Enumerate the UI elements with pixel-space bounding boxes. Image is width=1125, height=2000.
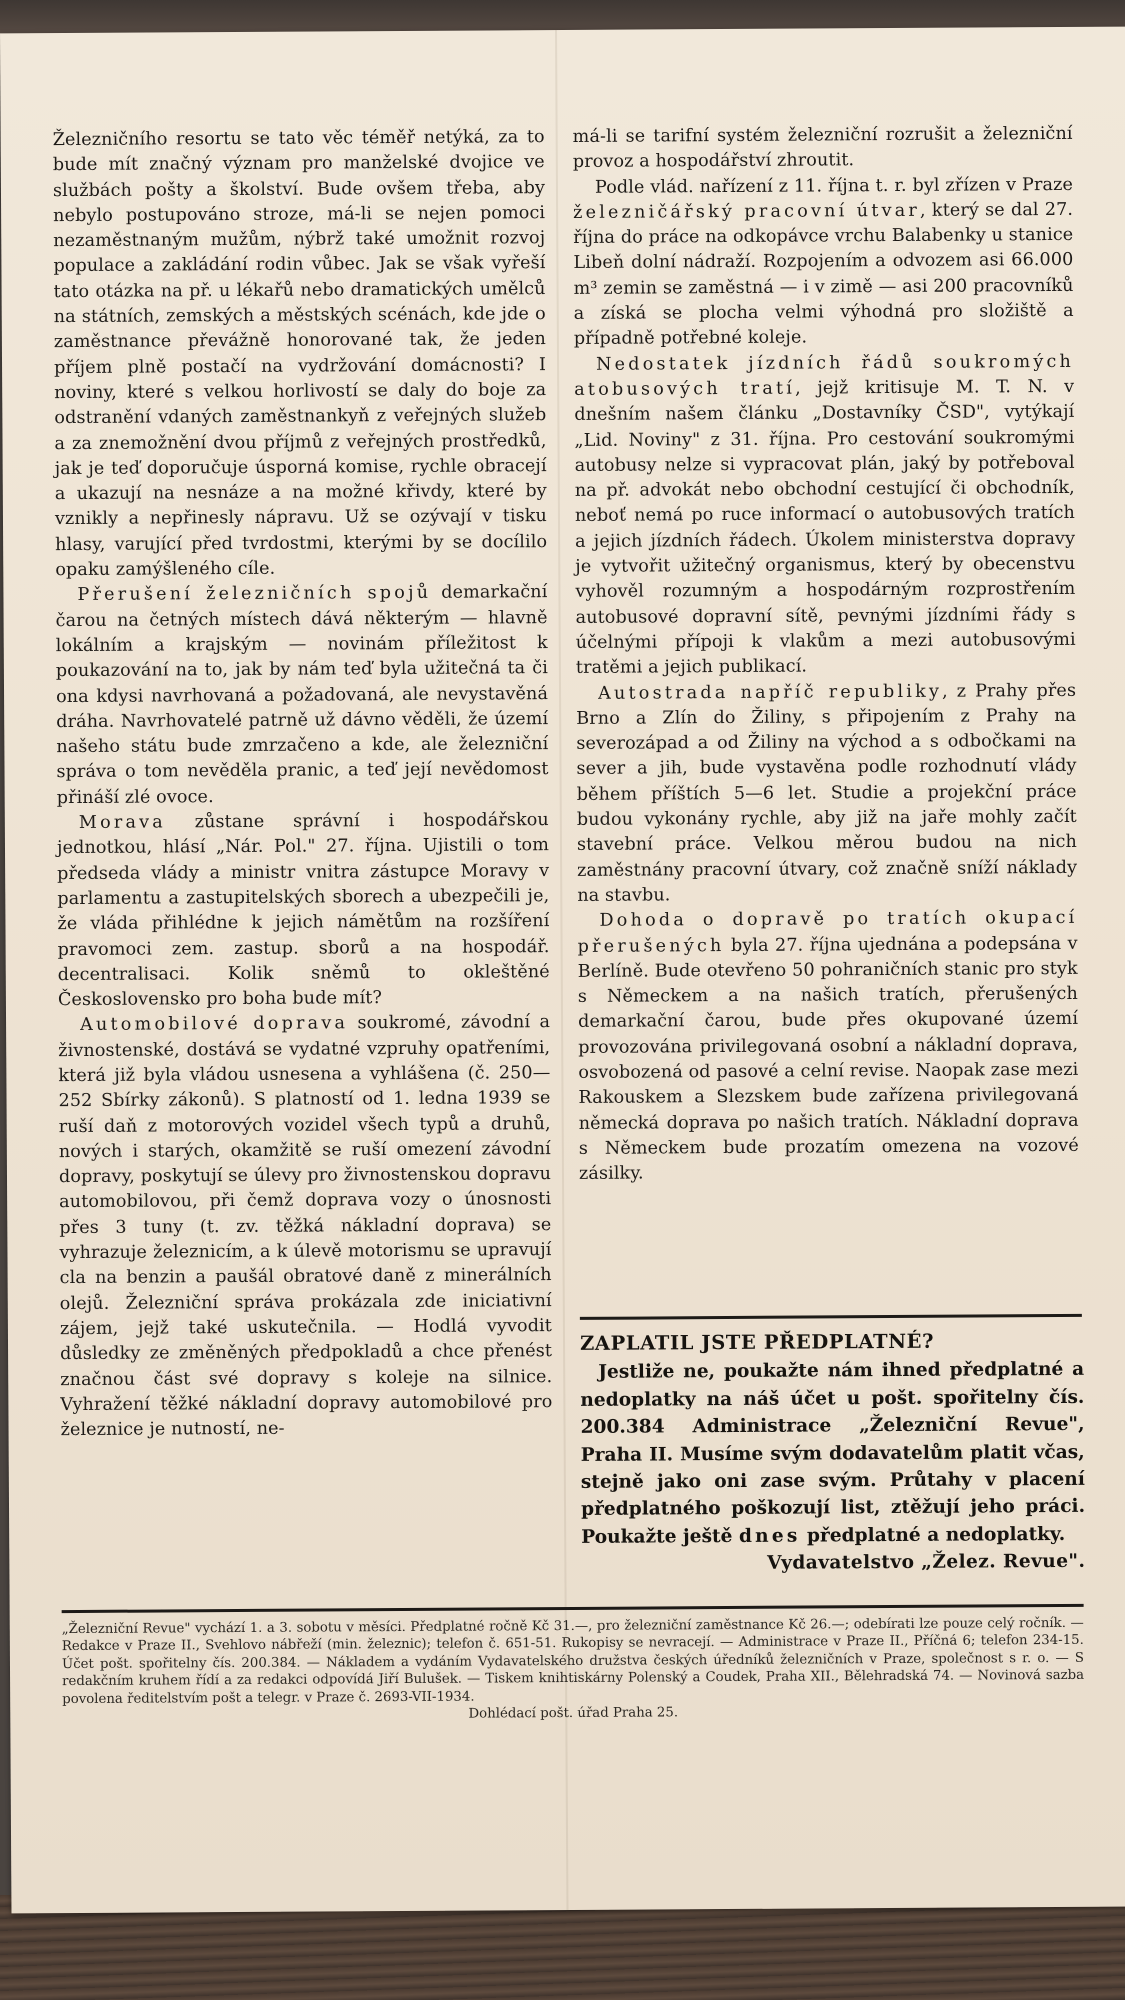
notice-body: [580, 1356, 1086, 1575]
paragraph-labor-unit: [573, 172, 1074, 352]
paragraph-lead: železničářský pracovní útvar: [573, 200, 921, 223]
paragraph-text: demarkační čarou na četných místech dává některým — hlavně lokálním a krajským — novinám příležitost k poukazování na to, jak by nám teď byla užitečná ta či ona kdysi navrhovaná a požadovaná, ale nevystavěná dráha. Navrhovatelé patrně už dávno věděli, že území našeho státu bude zmrzačeno a kde, ale železniční správa o tom nevěděla pranic, a teď její nevědomost přináší zlé ovoce.: [55, 582, 549, 808]
paragraph-intro: Železničního resortu se tato věc téměř netýká, za to bude mít značný význam pro manželské dvojice ve službách pošty a školství. Bude ovšem třeba, aby nebylo postupováno stroze, má-li se nejen pomoci nezaměstnaným mužům, nýbrž také umožnit rozvoj populace a zakládání rodin vůbec. Jak se však vyřeší tato otázka na př. u lékařů nebo dramatických umělců na státních, zemských a městských scénách, kde jde o zaměstnance převážně honorované tak, že jeden příjem plně postačí na vydržování domácnosti? I noviny, které s velkou horlivostí se daly do boje za odstranění vdaných zaměstnankyň z veřejných služeb a za znemožnění dvou příjmů z veřejných prostředků, jak je teď doporučuje úsporná komise, rychle obracejí a ukazují na nesnáze a na možné křivdy, které by vznikly a nepřinesly nápravu. Už se ozývají v tisku hlasy, varující před tvrdostmi, kterými by se docílilo opaku zamýšleného cíle.: [52, 127, 548, 581]
notice-text-after: předplatné a nedoplatky.: [800, 1523, 1066, 1547]
paragraph-text: , který se dal 27. října do práce na odkopávce vrchu Balabenky u stanice Libeň dolní nádraží. Rozpojením a odvozem asi 66.000 m³ zemin se zaměstná — i v zimě — asi 200 pracovníků a získá se plocha velmi výhodná pro složiště a případně potřebné koleje.: [573, 199, 1074, 350]
right-column: [573, 122, 1079, 1188]
paragraph-lead: Přerušení železničních spojů: [77, 583, 432, 606]
colophon-text: „Železniční Revue" vychází 1. a 3. sobotu v měsíci. Předplatné ročně Kč 31.—, pro železniční zaměstnance Kč 26.—; odebírati lze pouze celý ročník. — Redakce v Praze II., Svehlovo nábřeží (min. železnic); telefon č. 651-51. Rukopisy se nevracejí. — Administrace v Praze II., Příčná 6; telefon 234-15. Účet pošt. spořitelny čís. 200.384. — Nákladem a vydáním Vydavatelského družstva českých úředníků železničních v Praze, společnost s r. o. — S redakčním kruhem řídí a za redakci odpovídá Jiří Bulušek. — Tiskem knihtiskárny Polenský a Coudek, Praha XII., Bělehradská 74. — Novinová sazba povolena ředitelstvím pošt a telegr. v Praze č. 2693-VII-1934.: [61, 1615, 1085, 1707]
paragraph-transport-agreement: [577, 906, 1079, 1187]
paragraph-lead: Automobilové doprava: [80, 1013, 349, 1036]
paragraph-lead: Dohoda o dopravě po tratích okupací přerušených: [577, 908, 1078, 957]
paragraph-lead: Morava: [78, 812, 167, 833]
paragraph-text: byla 27. října ujednána a podepsána v Berlíně. Bude otevřeno 50 pohraničních stanic pro styk s Německem a na našich tratích, přerušených demarkační čarou, bude přes okupované území provozována privilegovaná osobní a nákladní doprava, osvobozená od pasové a celní revise. Naopak zase mezi Rakouskem a Slezskem bude zařízena privilegovaná německá doprava po našich tratích. Nákladní doprava s Německem bude prozatím omezena na vozové zásilky.: [577, 933, 1079, 1185]
colophon-last-line: Dohlédací pošt. úřad Praha 25.: [468, 1705, 679, 1722]
notice-divider: [580, 1314, 1082, 1320]
paragraph-text: zůstane správní i hospodářskou jednotkou, hlásí „Nár. Pol." 27. října. Ujistili o tom předseda vlády a ministr vnitra zástupce Moravy v parlamentu a zastupitelských sborech a ubezpečili je, že vláda přihlédne k jejich námětům na rozšíření pravomoci zem. zastup. sborů a na hospodář. decentralisaci. Kolik sněmů to okleštěné Československo pro boha bude mít?: [56, 810, 550, 1011]
paragraph-moravia: [57, 808, 550, 1013]
paragraph-automobile-transport: [58, 1010, 553, 1443]
paragraph-text: , jejž kritisuje M. T. N. v dnešním našem článku „Dostavníky ČSD", vytýkají „Lid. Noviny" z 31. října. Pro cestování soukromými autobusy nelze si vypracovat plán, jaký by potřeboval na př. advokát nebo obchodní cestující či obchodník, neboť nemá po ruce informací o autobusových tratích a jejich jízdních řádech. Úkolem ministerstva dopravy je vytvořit užitečný organismus, který by obecenstvu vyhověl rozumným a hospodárným rozprostřením autobusové dopravní sítě, pevnými jízdními řády s účelnými přípoji k vlakům a mezi autobusovými tratěmi a jejich publikací.: [574, 376, 1076, 679]
colophon: [62, 1615, 1085, 1726]
paragraph-highway: [576, 678, 1077, 909]
paragraph-lead: Nedostatek jízdních řádů soukromých atobusových tratí: [574, 351, 1075, 400]
paragraph-text: soukromé, závodní a živnostenské, dostává se vydatné vzpruhy opatřeními, která již byla vládou usnesena a vyhlášena (č. 250—252 Sbírky zákonů). S platností od 1. ledna 1939 se ruší daň z motorových vozidel všech typů a druhů, nových i starých, okamžitě se ruší omezení závodní dopravy, poskytují se úlevy pro živnostenskou dopravu automobilovou, při čemž doprava vozy o únosnosti přes 3 tuny (t. zv. těžká nákladní doprava) se vyhrazuje železnicím, a k úlevě motorismu se upravují cla na benzin a paušál obratové daně z minerálních olejů. Železniční správa prokázala zde iniciativní zájem, jejž také uskutečnila. — Hodlá vyvodit důsledky ze změněných předpokladů a chce přenést značnou část své dopravy s koleje na silnice. Vyhražení těžké nákladní dopravy automobilové pro železnice je nutností, ne-: [58, 1012, 553, 1441]
newspaper-page: [0, 27, 1125, 1914]
colophon-divider: [62, 1604, 1084, 1613]
paragraph-text: , z Prahy přes Brno a Zlín do Žiliny, s připojením z Prahy na severozápad a od Žiliny na východ a s odbočkami na sever a jih, bude vystavěna podle rozhodnutí vlády během příštích 5—6 let. Studie a projekční práce budou vykonány rychle, aby již na jaře mohly začít stavební práce. Velkou měrou budou na nich zaměstnány pracovní útvary, což značně sníží náklady na stavbu.: [576, 680, 1078, 906]
subscription-notice: [580, 1327, 1086, 1579]
left-column: [53, 125, 553, 1443]
notice-signature: Vydavatelstvo „Želez. Revue".: [767, 1551, 1086, 1575]
paragraph-rail-connections: [55, 580, 548, 811]
notice-text: Jestliže ne, poukažte nám ihned předplatné a nedoplatky na náš účet u pošt. spořitelny čís. 200.384 Administrace „Železniční Revue", Praha II. Musíme svým dodavatelům platit včas, stejně jako oni zase svým. Průtahy v placení předplatného poškozují list, ztěžují jeho práci. Poukažte ještě: [580, 1359, 1086, 1548]
notice-heading: ZAPLATIL JSTE PŘEDPLATNÉ?: [579, 1329, 935, 1355]
paragraph-continuation: má-li se tarifní systém železniční rozrušit a železniční provoz a hospodářství zhroutit.: [572, 123, 1073, 173]
paragraph-bus-timetables: [574, 350, 1076, 682]
paragraph-text: Podle vlád. nařízení z 11. října t. r. byl zřízen v Praze: [594, 174, 1074, 198]
notice-emphasis: dnes: [738, 1525, 801, 1547]
paragraph-lead: Autostrada napříč republiky: [597, 681, 943, 704]
